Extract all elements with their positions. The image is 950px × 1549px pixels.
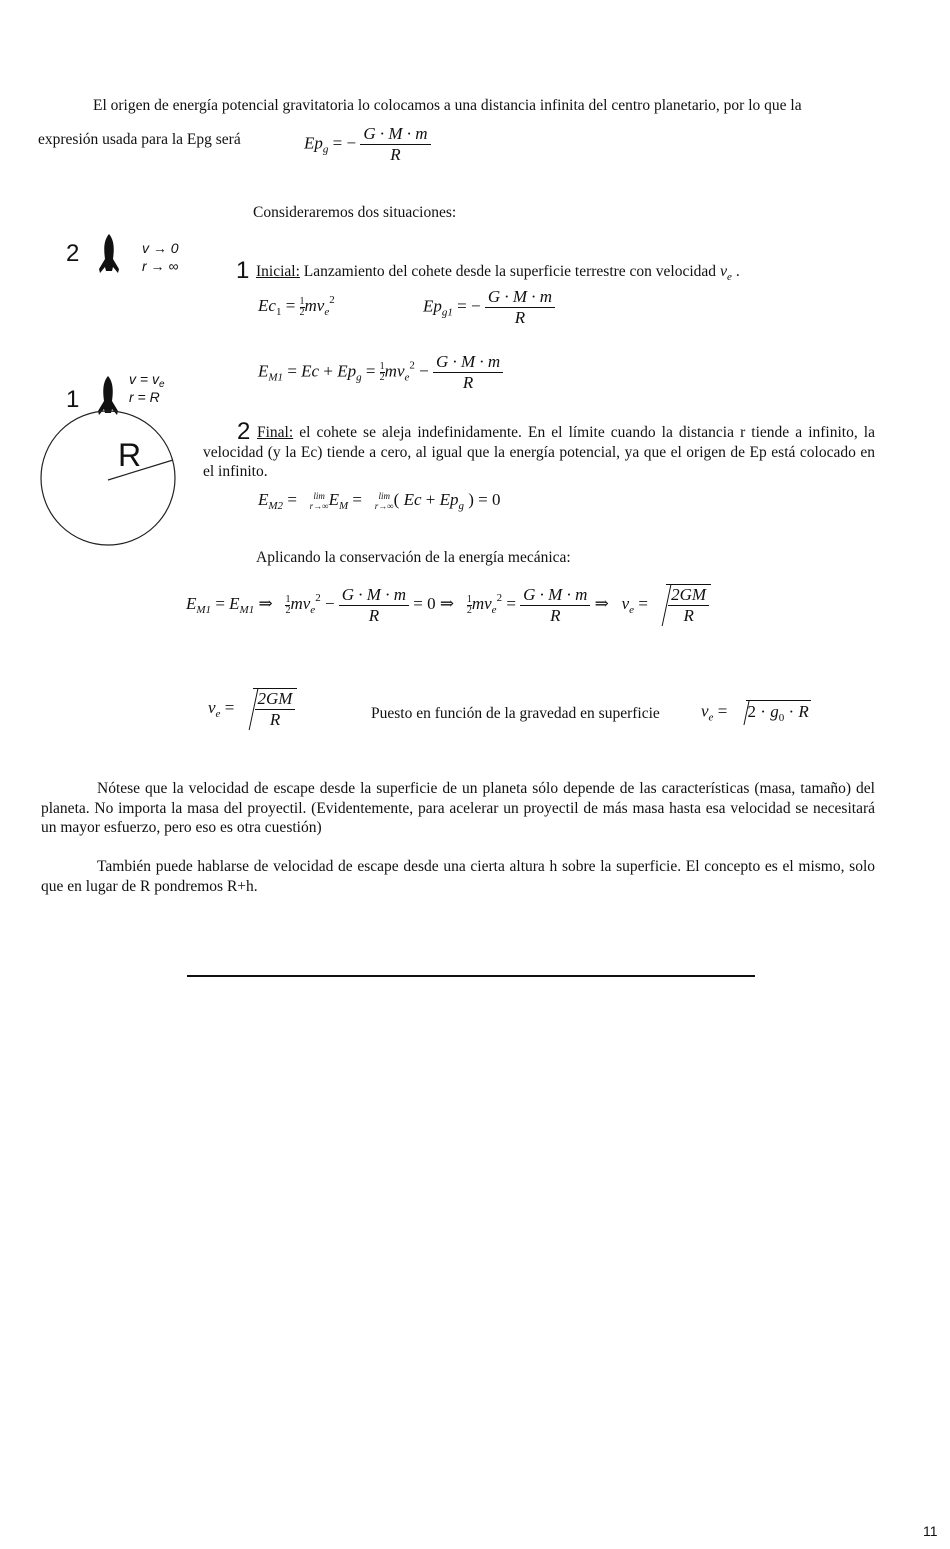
applying-text: Aplicando la conservación de la energía mecánica: <box>256 549 571 566</box>
section-divider <box>187 975 755 977</box>
rocket-icon <box>96 233 122 275</box>
consider-text: Consideraremos dos situaciones: <box>253 204 457 221</box>
planet-diagram <box>38 410 180 550</box>
formula-epg1: $Ep_{g1}$ = − $\frac{G \cdot M \cdot m}{R}$ <box>423 287 555 328</box>
formula-conservation: $E_{M1} = E_{M1}$ ⇒ $\frac{1}{2}$ $mv_e^2$ − $\frac{G \cdot M \cdot m}{R}$ = 0 ⇒ $\frac{1}{2}$ $mv_e^2$ = $\frac{G \cdot M \cdot m}{R}$ ⇒ $v_e$ = $\frac{2GM}{R}$ <box>186 584 711 626</box>
final-label: Final: <box>257 424 294 441</box>
state-2-number: 2 <box>66 240 80 267</box>
formula-em2: $E_{M2}$ = lim r→∞ $E_M$ = lim r→∞ ( $Ec + Ep_g$ ) = 0 <box>258 490 501 512</box>
initial-paragraph: Inicial: Lanzamiento del cohete desde la superficie terrestre con velocidad $v_e$ . <box>256 263 740 283</box>
intro-line-2: expresión usada para la Epg será <box>38 131 241 148</box>
gravity-text: Puesto en función de la gravedad en superficie <box>371 705 660 722</box>
note-paragraph: Nótese que la velocidad de escape desde la superficie de un planeta sólo depende de las características (masa, tamaño) del planeta. No importa la masa del proyectil. (Evidentemente, para acelerar un proyectil de más masa hasta esa velocidad se necesitará un mayor esfuerzo, pero eso es otra cuestión) <box>41 780 875 836</box>
formula-ec1: $Ec_1$ = $\frac{1}{2}$ $mv_e^2$ <box>258 294 335 318</box>
marker-1: 1 <box>236 257 250 284</box>
state-1-number: 1 <box>66 386 80 413</box>
state-1-distance: r = R <box>129 389 160 405</box>
initial-text: Lanzamiento del cohete desde la superficie terrestre con velocidad <box>299 263 720 280</box>
formula-em1: $E_{M1} = Ec + Ep_g$ = $\frac{1}{2}$ $mv_e^2$ − $\frac{G \cdot M \cdot m}{R}$ <box>258 352 503 393</box>
marker-2: 2 <box>237 418 251 445</box>
formula-escape-velocity: $v_e$ = $\frac{2GM}{R}$ <box>208 688 297 730</box>
formula-escape-gravity: $v_e = 2 \cdot g_0 \cdot R$ <box>701 701 809 724</box>
state-2-distance: r → ∞ <box>142 258 179 274</box>
final-paragraph <box>203 423 875 482</box>
height-paragraph: También puede hablarse de velocidad de escape desde una cierta altura h sobre la superficie. El concepto es el mismo, solo que en lugar de R pondremos R+h. <box>41 858 875 895</box>
intro-line-1: El origen de energía potencial gravitatoria lo colocamos a una distancia infinita del centro planetario, por lo que la <box>93 97 802 114</box>
formula-epg: $Ep_g$ = − $\frac{G \cdot M \cdot m}{R}$ <box>304 124 431 165</box>
initial-label: Inicial: <box>256 263 300 280</box>
state-2-velocity: v → 0 <box>142 240 179 256</box>
final-text: el cohete se aleja indefinidamente. En el límite cuando la distancia r tiende a infinito, la velocidad (y la Ec) tiende a cero, al igual que la energía potencial, ya que el origen de Ep está colocado en el infinito. <box>203 424 875 480</box>
radius-label: R <box>118 437 142 473</box>
page-number: 11 <box>923 1523 938 1539</box>
state-1-velocity: $v = v_e$ <box>129 371 165 390</box>
